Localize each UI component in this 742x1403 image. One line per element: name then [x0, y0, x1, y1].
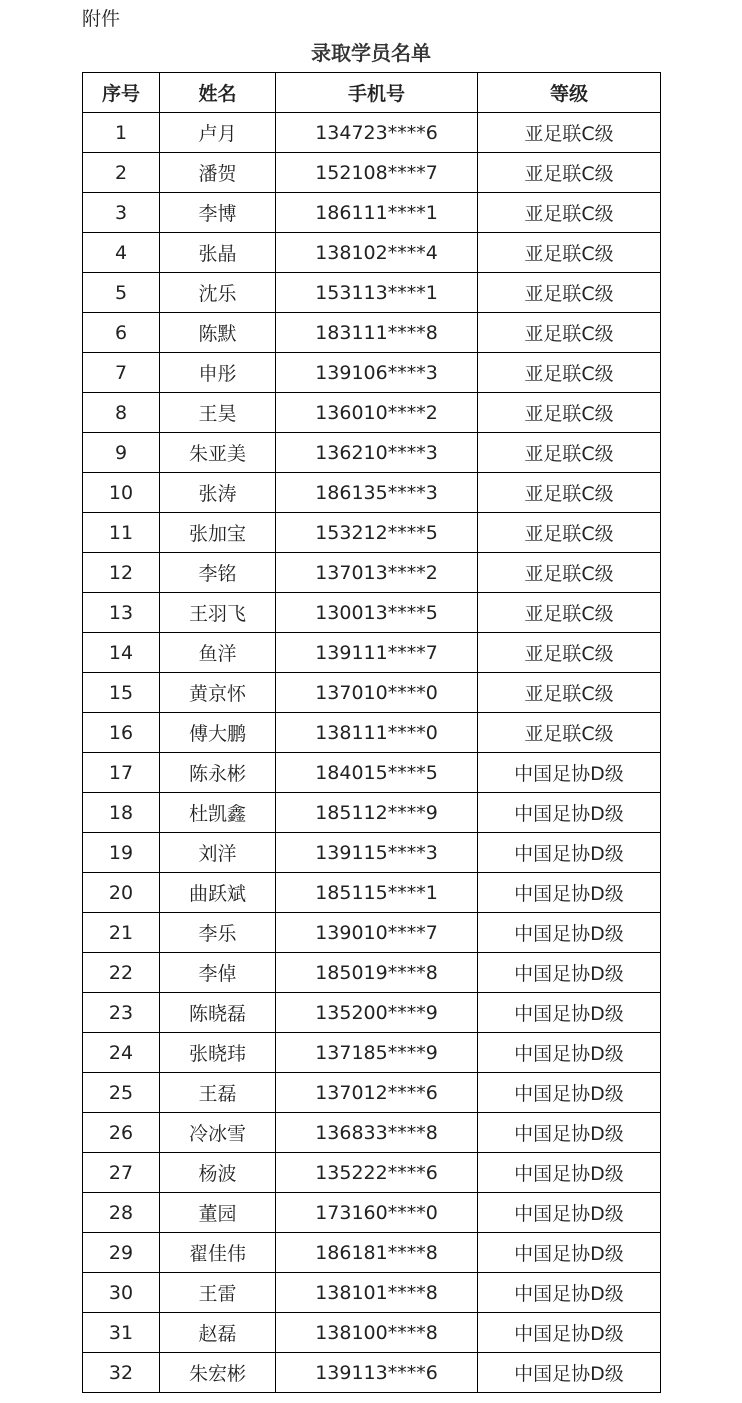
table-row	[83, 433, 661, 473]
cell-phone: 186135****3	[276, 473, 478, 513]
cell-index: 10	[83, 473, 160, 513]
table-row	[83, 393, 661, 433]
cell-level: 亚足联C级	[478, 233, 661, 273]
cell-level: 中国足协D级	[478, 1273, 661, 1313]
table-row	[83, 1233, 661, 1273]
cell-name: 李倬	[160, 953, 276, 993]
cell-name: 王昊	[160, 393, 276, 433]
cell-name: 曲跃斌	[160, 873, 276, 913]
cell-phone: 184015****5	[276, 753, 478, 793]
cell-name: 黄京怀	[160, 673, 276, 713]
cell-level: 亚足联C级	[478, 513, 661, 553]
header-phone: 手机号	[276, 73, 478, 113]
cell-level: 亚足联C级	[478, 313, 661, 353]
cell-name: 傅大鹏	[160, 713, 276, 753]
cell-phone: 173160****0	[276, 1193, 478, 1233]
table-row	[83, 953, 661, 993]
cell-phone: 185115****1	[276, 873, 478, 913]
cell-phone: 137012****6	[276, 1073, 478, 1113]
table-header-row	[83, 73, 661, 113]
table-row	[83, 273, 661, 313]
cell-phone: 136010****2	[276, 393, 478, 433]
admitted-students-table	[82, 72, 661, 1393]
cell-level: 中国足协D级	[478, 1193, 661, 1233]
cell-index: 6	[83, 313, 160, 353]
cell-phone: 139113****6	[276, 1353, 478, 1393]
cell-index: 25	[83, 1073, 160, 1113]
table-row	[83, 1153, 661, 1193]
cell-phone: 137185****9	[276, 1033, 478, 1073]
cell-level: 亚足联C级	[478, 553, 661, 593]
cell-index: 12	[83, 553, 160, 593]
table-row	[83, 473, 661, 513]
cell-name: 董园	[160, 1193, 276, 1233]
cell-level: 亚足联C级	[478, 393, 661, 433]
cell-index: 5	[83, 273, 160, 313]
cell-phone: 139115****3	[276, 833, 478, 873]
table-row	[83, 553, 661, 593]
table-row	[83, 753, 661, 793]
cell-level: 中国足协D级	[478, 873, 661, 913]
cell-phone: 153212****5	[276, 513, 478, 553]
cell-level: 亚足联C级	[478, 433, 661, 473]
header-index: 序号	[83, 73, 160, 113]
table-row	[83, 593, 661, 633]
cell-level: 亚足联C级	[478, 673, 661, 713]
cell-level: 中国足协D级	[478, 1313, 661, 1353]
table-row	[83, 873, 661, 913]
cell-name: 鱼洋	[160, 633, 276, 673]
cell-name: 卢月	[160, 113, 276, 153]
cell-phone: 153113****1	[276, 273, 478, 313]
cell-name: 王磊	[160, 1073, 276, 1113]
cell-index: 19	[83, 833, 160, 873]
cell-name: 李铭	[160, 553, 276, 593]
table-row	[83, 793, 661, 833]
cell-name: 陈晓磊	[160, 993, 276, 1033]
cell-level: 亚足联C级	[478, 713, 661, 753]
header-name: 姓名	[160, 73, 276, 113]
table-row	[83, 833, 661, 873]
cell-name: 李博	[160, 193, 276, 233]
cell-name: 冷冰雪	[160, 1113, 276, 1153]
table-row	[83, 1273, 661, 1313]
table-row	[83, 153, 661, 193]
cell-index: 3	[83, 193, 160, 233]
cell-index: 11	[83, 513, 160, 553]
cell-phone: 135200****9	[276, 993, 478, 1033]
table-row	[83, 513, 661, 553]
cell-level: 亚足联C级	[478, 593, 661, 633]
cell-name: 朱宏彬	[160, 1353, 276, 1393]
cell-level: 中国足协D级	[478, 953, 661, 993]
cell-index: 21	[83, 913, 160, 953]
table-row	[83, 713, 661, 753]
cell-phone: 135222****6	[276, 1153, 478, 1193]
cell-level: 中国足协D级	[478, 1033, 661, 1073]
cell-index: 16	[83, 713, 160, 753]
cell-name: 翟佳伟	[160, 1233, 276, 1273]
table-row	[83, 233, 661, 273]
cell-name: 潘贺	[160, 153, 276, 193]
cell-name: 申彤	[160, 353, 276, 393]
cell-name: 沈乐	[160, 273, 276, 313]
cell-index: 28	[83, 1193, 160, 1233]
cell-index: 18	[83, 793, 160, 833]
cell-name: 张晶	[160, 233, 276, 273]
cell-name: 张涛	[160, 473, 276, 513]
cell-level: 中国足协D级	[478, 1073, 661, 1113]
cell-phone: 186181****8	[276, 1233, 478, 1273]
cell-level: 亚足联C级	[478, 113, 661, 153]
cell-level: 中国足协D级	[478, 1353, 661, 1393]
cell-level: 亚足联C级	[478, 353, 661, 393]
cell-name: 张加宝	[160, 513, 276, 553]
table-row	[83, 313, 661, 353]
cell-phone: 136833****8	[276, 1113, 478, 1153]
cell-index: 4	[83, 233, 160, 273]
header-level: 等级	[478, 73, 661, 113]
table-row	[83, 193, 661, 233]
document-title: 录取学员名单	[311, 41, 431, 65]
cell-index: 20	[83, 873, 160, 913]
cell-level: 中国足协D级	[478, 1113, 661, 1153]
cell-name: 王羽飞	[160, 593, 276, 633]
cell-name: 李乐	[160, 913, 276, 953]
cell-phone: 138102****4	[276, 233, 478, 273]
cell-phone: 185019****8	[276, 953, 478, 993]
cell-phone: 138111****0	[276, 713, 478, 753]
cell-level: 亚足联C级	[478, 193, 661, 233]
cell-level: 亚足联C级	[478, 633, 661, 673]
cell-index: 2	[83, 153, 160, 193]
cell-index: 9	[83, 433, 160, 473]
table-row	[83, 633, 661, 673]
cell-phone: 138100****8	[276, 1313, 478, 1353]
cell-index: 30	[83, 1273, 160, 1313]
cell-phone: 137010****0	[276, 673, 478, 713]
cell-name: 朱亚美	[160, 433, 276, 473]
cell-name: 刘洋	[160, 833, 276, 873]
cell-index: 24	[83, 1033, 160, 1073]
cell-phone: 137013****2	[276, 553, 478, 593]
cell-level: 中国足协D级	[478, 913, 661, 953]
table-row	[83, 1033, 661, 1073]
table-row	[83, 673, 661, 713]
cell-name: 赵磊	[160, 1313, 276, 1353]
cell-name: 杜凯鑫	[160, 793, 276, 833]
cell-phone: 139010****7	[276, 913, 478, 953]
cell-index: 13	[83, 593, 160, 633]
table-body	[83, 113, 661, 1393]
cell-level: 中国足协D级	[478, 793, 661, 833]
table-row	[83, 353, 661, 393]
cell-index: 31	[83, 1313, 160, 1353]
cell-name: 陈默	[160, 313, 276, 353]
cell-index: 17	[83, 753, 160, 793]
cell-index: 14	[83, 633, 160, 673]
cell-name: 王雷	[160, 1273, 276, 1313]
cell-name: 张晓玮	[160, 1033, 276, 1073]
cell-phone: 185112****9	[276, 793, 478, 833]
cell-phone: 130013****5	[276, 593, 478, 633]
cell-level: 中国足协D级	[478, 833, 661, 873]
cell-name: 陈永彬	[160, 753, 276, 793]
table-row	[83, 1113, 661, 1153]
table-row	[83, 1193, 661, 1233]
cell-phone: 138101****8	[276, 1273, 478, 1313]
cell-level: 亚足联C级	[478, 153, 661, 193]
cell-index: 29	[83, 1233, 160, 1273]
cell-index: 8	[83, 393, 160, 433]
cell-phone: 152108****7	[276, 153, 478, 193]
cell-index: 15	[83, 673, 160, 713]
cell-index: 1	[83, 113, 160, 153]
cell-level: 中国足协D级	[478, 1153, 661, 1193]
cell-level: 中国足协D级	[478, 1233, 661, 1273]
attachment-label: 附件	[82, 8, 121, 30]
table-row	[83, 1353, 661, 1393]
table-row	[83, 113, 661, 153]
cell-phone: 136210****3	[276, 433, 478, 473]
table-row	[83, 1313, 661, 1353]
cell-level: 亚足联C级	[478, 473, 661, 513]
cell-index: 7	[83, 353, 160, 393]
cell-phone: 183111****8	[276, 313, 478, 353]
cell-name: 杨波	[160, 1153, 276, 1193]
cell-phone: 139111****7	[276, 633, 478, 673]
cell-phone: 139106****3	[276, 353, 478, 393]
cell-level: 中国足协D级	[478, 993, 661, 1033]
cell-phone: 186111****1	[276, 193, 478, 233]
table-row	[83, 993, 661, 1033]
cell-phone: 134723****6	[276, 113, 478, 153]
cell-index: 23	[83, 993, 160, 1033]
cell-level: 中国足协D级	[478, 753, 661, 793]
table-row	[83, 913, 661, 953]
cell-index: 27	[83, 1153, 160, 1193]
cell-index: 26	[83, 1113, 160, 1153]
cell-level: 亚足联C级	[478, 273, 661, 313]
cell-index: 32	[83, 1353, 160, 1393]
table-row	[83, 1073, 661, 1113]
cell-index: 22	[83, 953, 160, 993]
